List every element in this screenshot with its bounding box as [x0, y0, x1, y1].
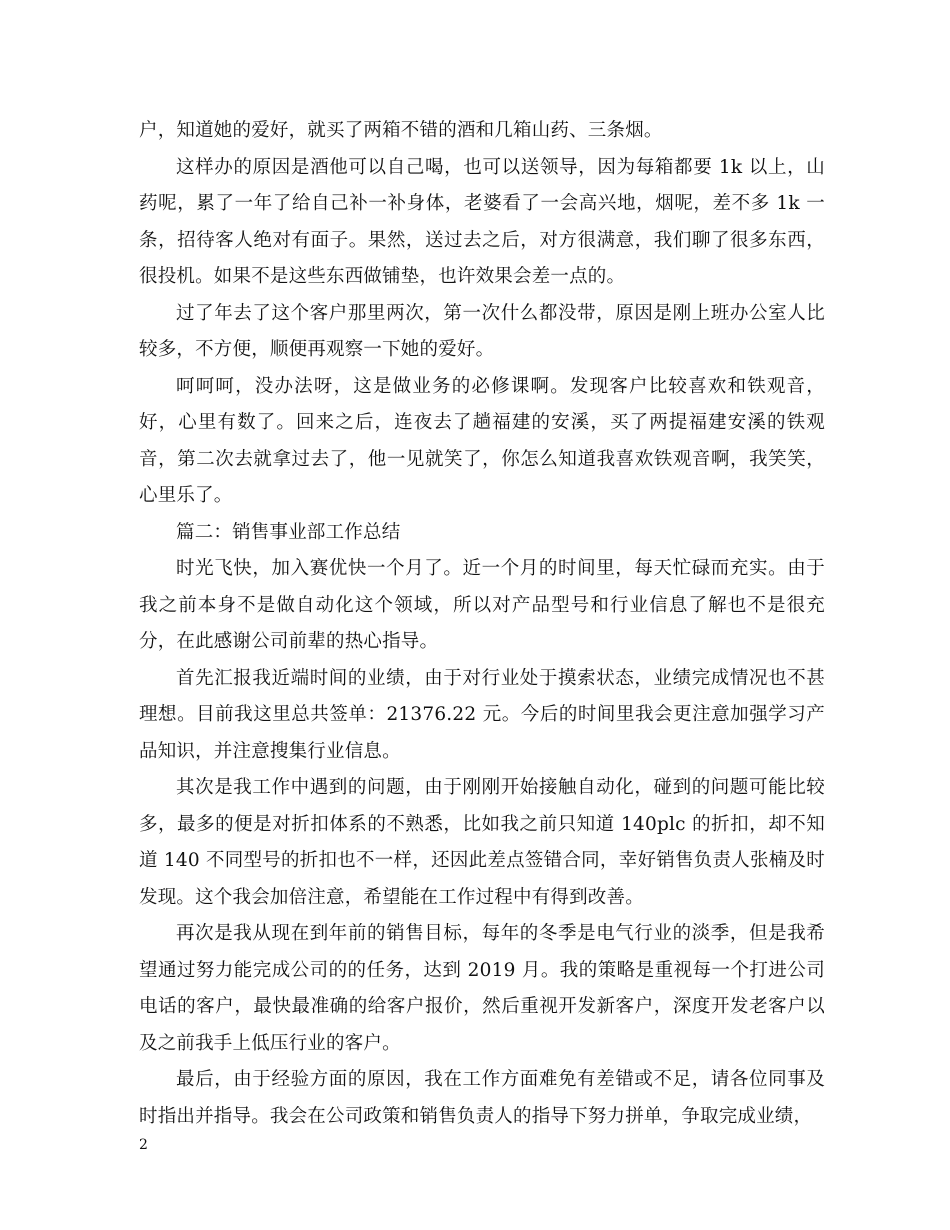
- paragraph-problems: 其次是我工作中遇到的问题，由于刚刚开始接触自动化，碰到的问题可能比较多，最多的便是对折扣体系的不熟悉，比如我之前只知道 140plc 的折扣，却不知道 140 不同型号的折扣也不一样，还因此差点签错合同，幸好销售负责人张楠及时发现。这个我会加倍注意，希望能在工作过程中有得到改善。: [139, 777, 825, 908]
- paragraph-continuation: 户，知道她的爱好，就买了两箱不错的酒和几箱山药、三条烟。: [139, 120, 663, 141]
- paragraph-closing: 最后，由于经验方面的原因，我在工作方面难免有差错或不足，请各位同事及时指出并指导。我会在公司政策和销售负责人的指导下努力拼单，争取完成业绩，: [139, 1069, 825, 1127]
- paragraph-introduction: 时光飞快，加入赛优快一个月了。近一个月的时间里，每天忙碌而充实。由于我之前本身不是做自动化这个领域，所以对产品型号和行业信息了解也不是很充分，在此感谢公司前辈的热心指导。: [139, 558, 825, 652]
- paragraph-gift-reason: 这样办的原因是酒他可以自己喝，也可以送领导，因为每箱都要 1k 以上，山药呢，累了一年了给自己补一补身体，老婆看了一会高兴地，烟呢，差不多 1k 一条，招待客人绝对有面子。果然，送过去之后，对方很满意，我们聊了很多东西，很投机。如果不是这些东西做铺垫，也许效果会差一点的。: [139, 156, 825, 287]
- document-body: [139, 113, 825, 1135]
- paragraph-sales-goals: 再次是我从现在到年前的销售目标，每年的冬季是电气行业的淡季，但是我希望通过努力能完成公司的的任务，达到 2019 月。我的策略是重视每一个打进公司电话的客户，最快最准确的给客户报价，然后重视开发新客户，深度开发老客户以及之前我手上低压行业的客户。: [139, 923, 825, 1054]
- paragraph-performance: 首先汇报我近端时间的业绩，由于对行业处于摸索状态，业绩完成情况也不甚理想。目前我这里总共签单：21376.22 元。今后的时间里我会更注意加强学习产品知识，并注意搜集行业信息。: [139, 667, 825, 762]
- section-heading: 篇二：销售事业部工作总结: [176, 521, 401, 543]
- paragraph-tea: 呵呵呵，没办法呀，这是做业务的必修课啊。发现客户比较喜欢和铁观音，好，心里有数了。回来之后，连夜去了趟福建的安溪，买了两提福建安溪的铁观音，第二次去就拿过去了，他一见就笑了，你怎么知道我喜欢铁观音啊，我笑笑，心里乐了。: [139, 375, 825, 506]
- page-number: 2: [139, 1137, 148, 1153]
- paragraph-second-visit: 过了年去了这个客户那里两次，第一次什么都没带，原因是刚上班办公室人比较多，不方便，顺便再观察一下她的爱好。: [139, 302, 825, 360]
